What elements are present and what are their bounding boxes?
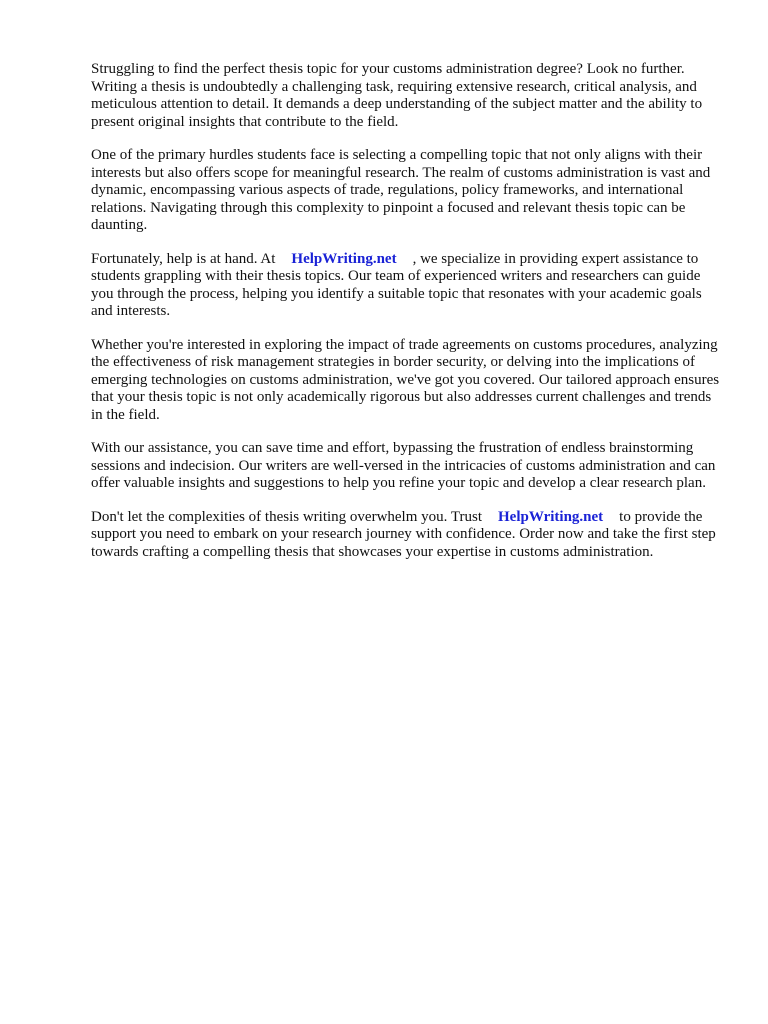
paragraph-intro: Struggling to find the perfect thesis topic for your customs administration degree? Look no further. Writing a thesis is undoubtedly a challenging task, requiring extensive research, critical analysis, and meticulous attention to detail. It demands a deep understanding of the subject matter and the ability to present original insights that contribute to the field. bbox=[91, 61, 703, 130]
paragraph-topics: Whether you're interested in exploring the impact of trade agreements on customs procedures, analyzing the effectiveness of risk management strategies in border security, or delving into the implications of emerging technologies on customs administration, we've got you covered. Our tailored approach ensures that your thesis topic is not only academically rigorous but also addresses current challenges and trends in the field. bbox=[91, 336, 720, 423]
document-body bbox=[91, 61, 723, 577]
paragraph-help bbox=[91, 251, 723, 321]
helpwriting-link-closing[interactable]: HelpWriting.net bbox=[498, 508, 604, 525]
paragraph-closing-lead: Don't let the complexities of thesis writing overwhelm you. Trust bbox=[91, 508, 483, 525]
paragraph-hurdles: One of the primary hurdles students face is selecting a compelling topic that not only aligns with their interests but also offers scope for meaningful research. The realm of customs administration is vast and dynamic, encompassing various aspects of trade, regulations, policy frameworks, and international relations. Navigating through this complexity to pinpoint a focused and relevant thesis topic can be daunting. bbox=[91, 147, 711, 233]
paragraph-help-lead: Fortunately, help is at hand. At bbox=[91, 250, 276, 267]
helpwriting-link[interactable]: HelpWriting.net bbox=[291, 250, 397, 267]
paragraph-help-rest: , we specialize in providing expert assistance to students grappling with their thesis topics. Our team of experienced writers and researchers can guide you through the process, helping you identify a suitable topic that resonates with your academic goals and interests. bbox=[91, 250, 702, 319]
paragraph-closing bbox=[91, 509, 723, 562]
paragraph-closing-rest: to provide the support you need to embark on your research journey with confidence. Order now and take the first step towards crafting a compelling thesis that showcases your expertise in customs administration. bbox=[91, 508, 716, 560]
paragraph-assistance: With our assistance, you can save time and effort, bypassing the frustration of endless brainstorming sessions and indecision. Our writers are well-versed in the intricacies of customs administration and can offer valuable insights and suggestions to help you refine your topic and develop a clear research plan. bbox=[91, 440, 716, 491]
